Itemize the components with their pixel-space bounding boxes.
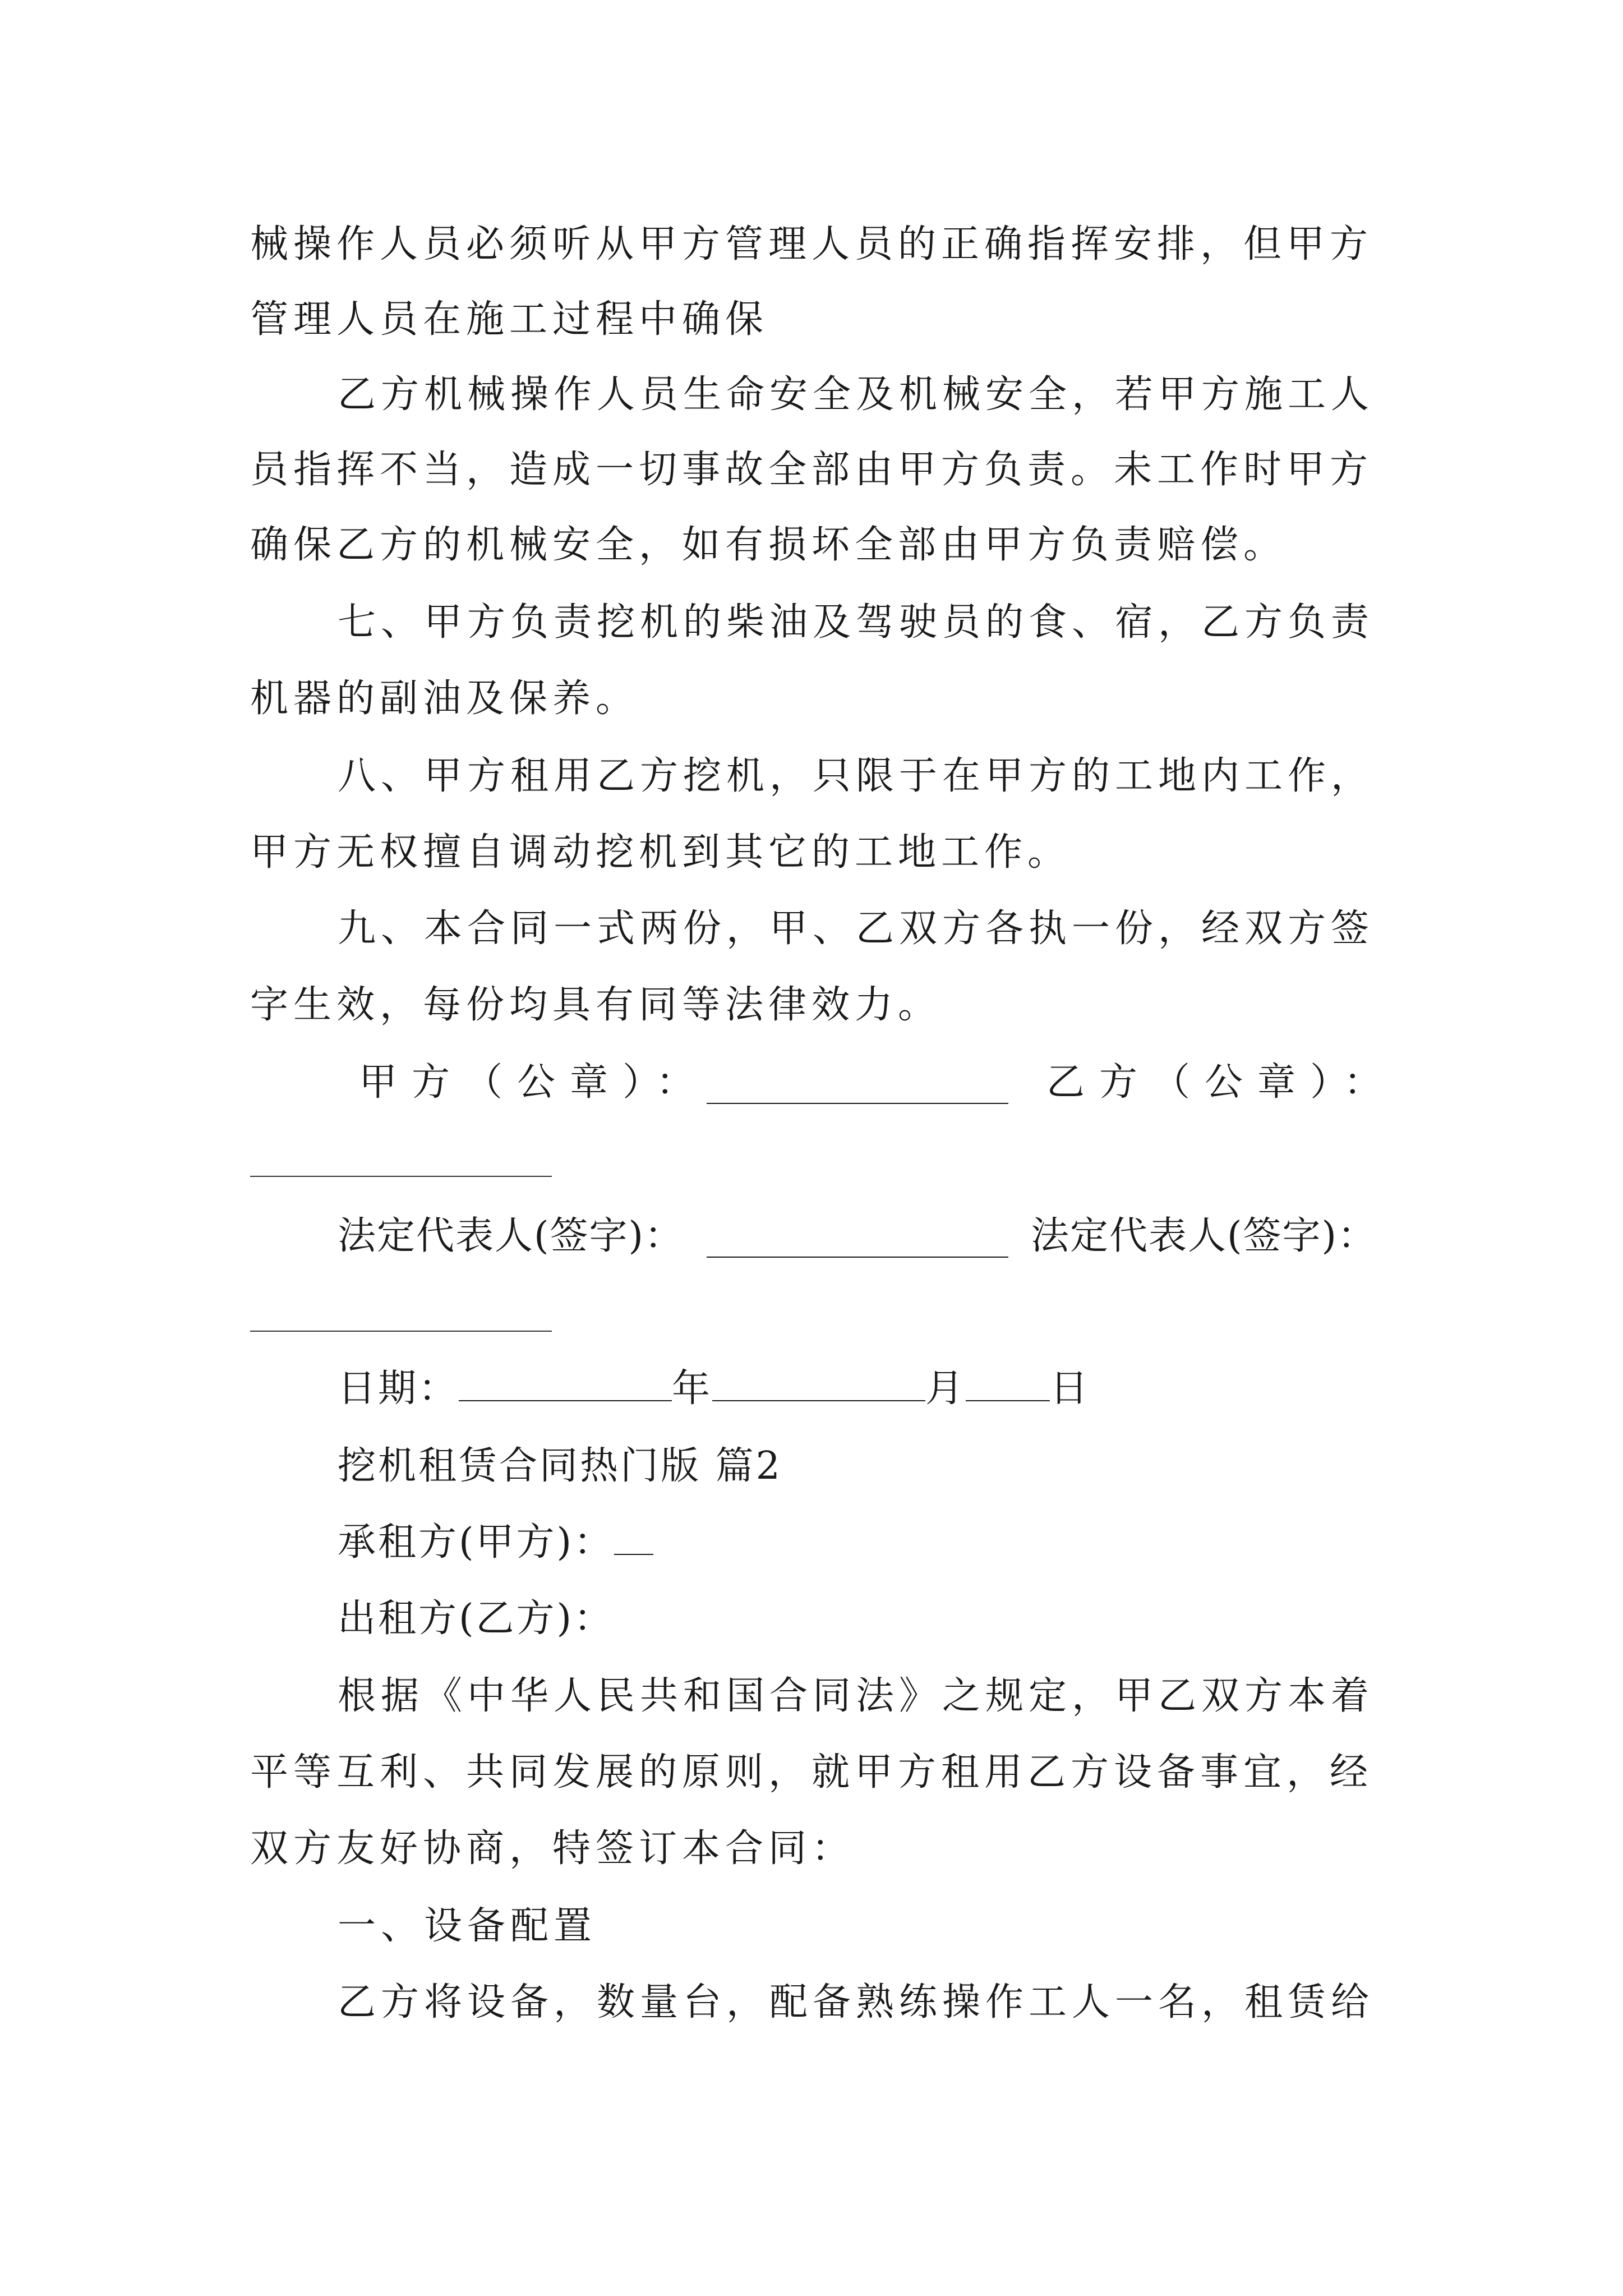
paragraph-line: 乙方机械操作人员生命安全及机械安全，若甲方施工人 xyxy=(338,372,1375,417)
lessee-line xyxy=(338,1515,653,1571)
paragraph-line: 确保乙方的机械安全，如有损坏全部由甲方负责赔偿。 xyxy=(250,523,1287,567)
paragraph-line: 乙方将设备，数量台，配备熟练操作工人一名，租赁给 xyxy=(338,1980,1375,2024)
party-b-seal-label: 乙方（公章）： xyxy=(1046,1060,1397,1105)
party-b-rep-blank xyxy=(250,1331,552,1332)
month-label: 月 xyxy=(925,1366,966,1411)
paragraph-line: 双方友好协商，特签订本合同： xyxy=(250,1826,855,1871)
paragraph-line: 九、本合同一式两份，甲、乙双方各执一份，经双方签 xyxy=(338,907,1375,951)
party-b-seal-blank xyxy=(250,1176,552,1177)
paragraph-line: 七、甲方负责挖机的柴油及驾驶员的食、宿，乙方负责 xyxy=(338,600,1375,645)
day-blank xyxy=(966,1369,1050,1401)
party-b-rep-label: 法定代表人(签字)： xyxy=(1031,1214,1377,1258)
year-label: 年 xyxy=(672,1366,713,1411)
party-a-seal-blank xyxy=(707,1071,1008,1104)
year-blank xyxy=(459,1369,672,1401)
day-label: 日 xyxy=(1050,1366,1091,1411)
date-label: 日期： xyxy=(338,1366,459,1411)
lessee-blank xyxy=(614,1522,653,1555)
paragraph-line: 械操作人员必须听从甲方管理人员的正确指挥安排，但甲方 xyxy=(250,222,1373,266)
lessor-label: 出租方(乙方)： xyxy=(338,1596,615,1641)
paragraph-line: 字生效，每份均具有同等法律效力。 xyxy=(250,983,942,1027)
date-line xyxy=(338,1361,1090,1417)
section-title: 挖机租赁合同热门版 篇2 xyxy=(338,1444,782,1488)
paragraph-line: 员指挥不当，造成一切事故全部由甲方负责。未工作时甲方 xyxy=(250,448,1373,492)
month-blank xyxy=(712,1369,925,1401)
paragraph-line: 平等互利、共同发展的原则，就甲方租用乙方设备事宜，经 xyxy=(250,1750,1373,1795)
paragraph-line: 根据《中华人民共和国合同法》之规定，甲乙双方本着 xyxy=(338,1674,1375,1718)
paragraph-line: 机器的副油及保养。 xyxy=(250,677,639,721)
paragraph-line: 八、甲方租用乙方挖机，只限于在甲方的工地内工作， xyxy=(338,754,1375,798)
paragraph-line: 甲方无权擅自调动挖机到其它的工地工作。 xyxy=(250,830,1071,875)
section-heading: 一、设备配置 xyxy=(338,1904,597,1948)
lessee-label: 承租方(甲方)： xyxy=(338,1520,615,1565)
party-a-rep-label: 法定代表人(签字)： xyxy=(338,1214,684,1258)
party-a-rep-blank xyxy=(707,1225,1008,1258)
paragraph-line: 管理人员在施工过程中确保 xyxy=(250,297,769,342)
party-a-seal-label: 甲方（公章）： xyxy=(359,1060,709,1105)
